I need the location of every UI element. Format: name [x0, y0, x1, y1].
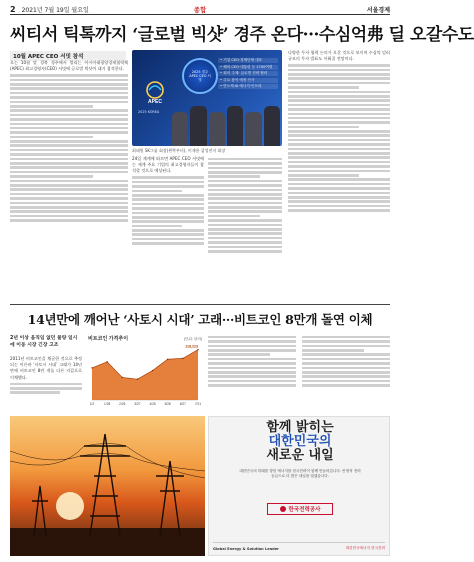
apec-info-list: [218, 58, 278, 91]
top-story-mid: 24일 재계에 따르면 APEC CEO 서밋에는 세계 주요 기업의 최고경영자들이 참석할 것으로 예상된다.: [132, 156, 204, 174]
second-story-column-3: [208, 334, 296, 412]
masthead: [10, 4, 390, 15]
ad-headline-line-1: 함께 밝히는: [266, 420, 334, 435]
top-story-column-2: [132, 156, 204, 300]
executive-portrait: [245, 112, 261, 146]
apec-info-item: • 주요 참석 예정 인사: [218, 78, 278, 83]
data-point: [91, 367, 92, 368]
x-tick-label: 5/28: [164, 402, 171, 406]
executive-portrait: [172, 112, 188, 146]
x-tick-label: 7/21: [194, 402, 202, 406]
ad-headline-line-2: 대한민국의: [268, 434, 332, 449]
ad-brand-badge: [267, 503, 333, 515]
section-divider: [10, 304, 390, 305]
top-story-column-3: [208, 156, 282, 300]
publication-name: 서울경제: [366, 6, 390, 14]
x-tick-label: 2/26: [119, 402, 126, 406]
data-point: [106, 361, 107, 362]
executive-portrait: [227, 106, 243, 146]
data-point: [137, 379, 138, 380]
kepco-logo-icon: [280, 506, 286, 512]
second-story-column-1: [10, 356, 82, 412]
second-story-headline: 14년만에 깨어난 ‘사토시 시대’ 고래···비트코인 8만개 돌연 이체: [27, 312, 373, 327]
x-tick-label: 1/28: [104, 402, 111, 406]
ad-body-text: 대한민국의 미래를 향한 에너지를 한국전력이 함께 만들어갑니다. 안정적 전력 공급으로 더 밝은 내일을 열겠습니다.: [239, 469, 361, 479]
apec-logo: [140, 80, 170, 106]
chart-title: 비트코인 가격추이: [88, 336, 129, 342]
top-story-column-1: [10, 60, 128, 300]
second-story-subhead: 2년 이상 움직임 없던 물량 일시에 이동 시장 긴장 고조: [10, 336, 78, 348]
top-story-headline: 씨티서 틱톡까지 ‘글로벌 빅샷’ 경주 온다···수심억弗 딜 오갈수도: [10, 25, 474, 45]
bitcoin-price-chart: [86, 334, 204, 412]
top-story-column-4: [288, 50, 390, 300]
x-tick-label: 3/27: [134, 402, 141, 406]
ad-footer-slogan: Global Energy & Solution Leader: [213, 546, 279, 551]
page-number: 2: [10, 4, 16, 14]
data-point: [182, 358, 183, 359]
kepco-advertisement: [208, 416, 390, 556]
executive-photos: [172, 102, 280, 146]
apec-logo-sub: 2025 KOREA: [138, 110, 160, 114]
apec-logo-text: APEC: [148, 99, 162, 105]
data-point: [152, 370, 153, 371]
top-story-lead: 오는 10월 말 경북 경주에서 열리는 아시아태평양경제협력체(APEC) 최고경영자(CEO) 서밋에 글로벌 빅샷이 대거 참석한다.: [10, 60, 128, 72]
apec-info-item: • 기업 CEO·경제단체 대표: [218, 58, 278, 63]
transmission-tower-silhouette: [10, 416, 205, 556]
executive-portrait: [264, 106, 280, 146]
top-story-subhead: 10월 APEC CEO 서밋 참석: [10, 51, 126, 61]
ad-headline: [259, 421, 341, 463]
ad-footer: [213, 542, 385, 551]
x-tick-label: 4/25: [149, 402, 156, 406]
ad-headline-line-3: 새로운 내일: [266, 448, 334, 463]
x-tick-label: 1/2: [89, 402, 95, 406]
event-badge: [182, 58, 218, 94]
ad-brand-name: 한국전력공사: [288, 507, 321, 513]
data-point: [167, 359, 168, 360]
second-story-lead: 2011년 비트코인을 채굴한 것으로 추정되는 이른바 ‘사토시 시대’ 고래가 14년 만에 비트코인 8만 개를 다른 지갑으로 이체했다.: [10, 356, 82, 380]
top-story-right: 다양한 투자 협력 논의가 오갈 것으로 보이며 수십억 달러 규모의 투자 발표도 이뤄질 전망이다.: [288, 50, 390, 62]
issue-date: 2021년 7월 19일 월요일: [21, 6, 89, 14]
apec-info-item: • 해외 CEO·대통령 등 1700여명: [218, 65, 278, 70]
apec-info-item: • 반도체·AI·에너지·인프라: [218, 84, 278, 89]
photo-caption: 최태원 SK그룹 회장(왼쪽부터), 이재용 삼성전자 회장: [132, 148, 226, 153]
executive-portrait: [209, 112, 225, 146]
section-title: 종합: [193, 5, 207, 14]
apec-info-item: • 회의 주제: 글로벌 전략 협력: [218, 71, 278, 76]
event-badge-label: 2025 경주 APEC CEO 서밋: [189, 70, 211, 82]
executive-portrait: [190, 106, 206, 146]
ad-footer-brand: 대한민국에너지 한국전력: [345, 546, 385, 550]
chart-unit: (단위: 달러): [183, 337, 202, 341]
latest-price-label: 118,223: [185, 344, 198, 349]
data-point: [122, 377, 123, 378]
data-point: [197, 349, 198, 350]
ad-photo-transmission-towers: [10, 416, 205, 556]
second-story-column-4: [302, 334, 390, 412]
x-tick-label: 6/27: [179, 402, 186, 406]
apec-graphic: [132, 50, 282, 146]
